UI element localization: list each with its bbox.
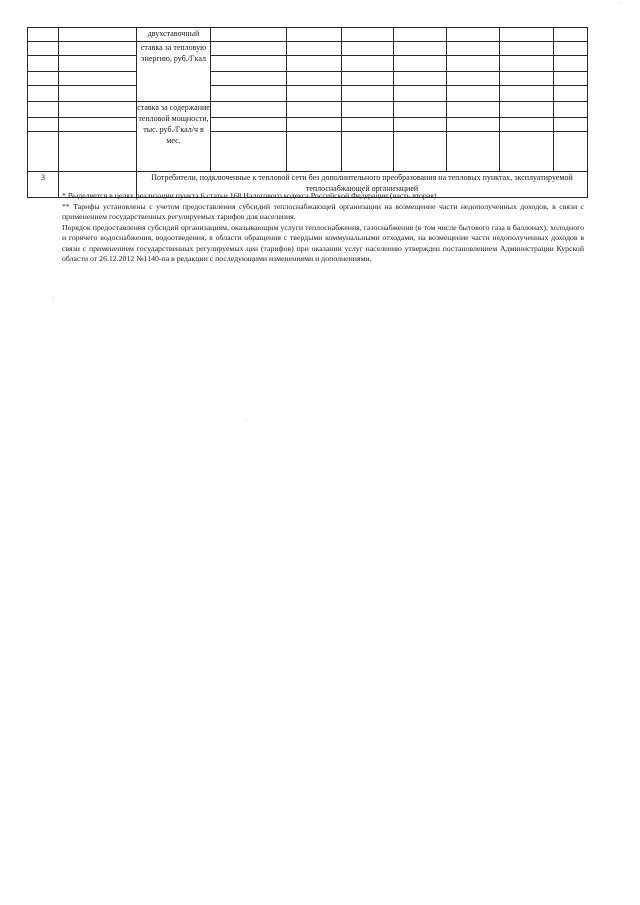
table-cell xyxy=(59,102,137,118)
table-cell xyxy=(59,42,137,56)
table-cell xyxy=(342,132,394,172)
table-cell xyxy=(554,72,588,86)
table-cell xyxy=(447,118,500,132)
table-cell xyxy=(59,72,137,86)
table-cell xyxy=(394,118,447,132)
table-cell xyxy=(211,132,287,172)
table-cell xyxy=(59,118,137,132)
table-cell xyxy=(394,28,447,42)
table-cell xyxy=(342,28,394,42)
energy-rate-label: ставка за тепловую энергию, руб./Гкал xyxy=(137,42,211,102)
two-part-label: двухставочный xyxy=(137,28,211,42)
table-cell xyxy=(554,118,588,132)
table-cell xyxy=(287,56,342,72)
table-row-capacity-rate-a xyxy=(28,102,588,118)
table-cell xyxy=(342,72,394,86)
table-cell xyxy=(211,72,287,86)
table-cell xyxy=(59,28,137,42)
table-cell xyxy=(447,86,500,102)
table-cell xyxy=(28,42,59,56)
table-cell xyxy=(287,28,342,42)
table-cell xyxy=(500,102,554,118)
table-cell xyxy=(554,102,588,118)
tariff-table xyxy=(27,27,588,198)
table-cell xyxy=(211,86,287,102)
table-cell xyxy=(554,56,588,72)
scan-speck: ˈ xyxy=(620,3,622,9)
table-cell xyxy=(447,42,500,56)
table-cell xyxy=(342,42,394,56)
table-cell xyxy=(211,42,287,56)
table-cell xyxy=(342,118,394,132)
table-cell xyxy=(554,42,588,56)
table-row-energy-rate-c xyxy=(28,72,588,86)
table-cell xyxy=(287,42,342,56)
table-cell xyxy=(342,102,394,118)
table-cell xyxy=(28,118,59,132)
table-cell xyxy=(394,72,447,86)
scan-speck: · xyxy=(52,296,54,302)
table-row-two-part xyxy=(28,28,588,42)
table-cell xyxy=(28,72,59,86)
table-cell xyxy=(211,56,287,72)
footnotes xyxy=(62,191,584,265)
table-cell xyxy=(500,28,554,42)
table-cell xyxy=(394,102,447,118)
table-cell xyxy=(211,118,287,132)
table-cell xyxy=(447,72,500,86)
table-cell xyxy=(287,132,342,172)
table-cell xyxy=(28,56,59,72)
footnote-subsidy: ** Тарифы установлены с учетом предоставления субсидий теплоснабжающей организации на возмещение части недополученных доходов, в связи с применением государственных регулируемых тарифов для населения. xyxy=(62,201,584,221)
table-cell xyxy=(287,102,342,118)
table-cell xyxy=(287,86,342,102)
table-cell xyxy=(394,86,447,102)
table-cell xyxy=(28,86,59,102)
table-cell xyxy=(342,86,394,102)
table-cell xyxy=(554,86,588,102)
table-cell xyxy=(28,28,59,42)
table-cell xyxy=(211,102,287,118)
capacity-rate-label: ставка за содержание тепловой мощности, тыс. руб./Гкал/ч в мес. xyxy=(137,102,211,172)
table-cell xyxy=(500,132,554,172)
table-cell xyxy=(342,56,394,72)
table-cell xyxy=(500,118,554,132)
table-cell xyxy=(447,28,500,42)
table-cell xyxy=(500,86,554,102)
table-cell xyxy=(447,56,500,72)
table-cell xyxy=(500,72,554,86)
table-row-capacity-rate-b xyxy=(28,118,588,132)
table-cell xyxy=(554,132,588,172)
table-cell xyxy=(554,28,588,42)
table-row-capacity-rate-c xyxy=(28,132,588,172)
table-cell xyxy=(59,56,137,72)
footnote-vat: * Выделяется в целях реализации пункта 6 статьи 168 Налогового кодекса Российской Федерации (часть вторая). xyxy=(62,191,439,200)
row-description: Потребители, подключенные к тепловой сети без дополнительного преобразования на тепловых пунктах, эксплуатируемой теплоснабжающей организацией xyxy=(137,172,588,198)
scan-speck: ˈ xyxy=(245,420,247,426)
table-cell xyxy=(211,28,287,42)
table-cell xyxy=(447,132,500,172)
subsidy-procedure: Порядок предоставления субсидий организациям, оказывающим услуги теплоснабжения, газоснабжения (в том числе бытового газа в баллонах), холодного и горячего водоснабжения, водоотведения, в области обращения с твердыми коммунальными отходами, на возмещение части недополученных доходов в связи с применением государственных регулируемых цен (тарифов) при оказании услуг населению утвержден постановлением Администрации Курской области от 26.12.2012 №1140-па в редакции с последующими изменениями и дополнениями. xyxy=(62,222,584,263)
table-cell xyxy=(59,132,137,172)
row-number: 3 xyxy=(28,172,59,198)
table-row-energy-rate-b xyxy=(28,56,588,72)
table-cell xyxy=(287,118,342,132)
table-cell xyxy=(500,42,554,56)
table-cell xyxy=(447,102,500,118)
table-cell xyxy=(500,56,554,72)
table-cell xyxy=(394,56,447,72)
table-cell xyxy=(394,42,447,56)
table-row-energy-rate-d xyxy=(28,86,588,102)
table-cell xyxy=(28,102,59,118)
table-cell xyxy=(59,86,137,102)
table-cell xyxy=(394,132,447,172)
table-cell xyxy=(28,132,59,172)
table-row-energy-rate-a xyxy=(28,42,588,56)
table-cell xyxy=(287,72,342,86)
